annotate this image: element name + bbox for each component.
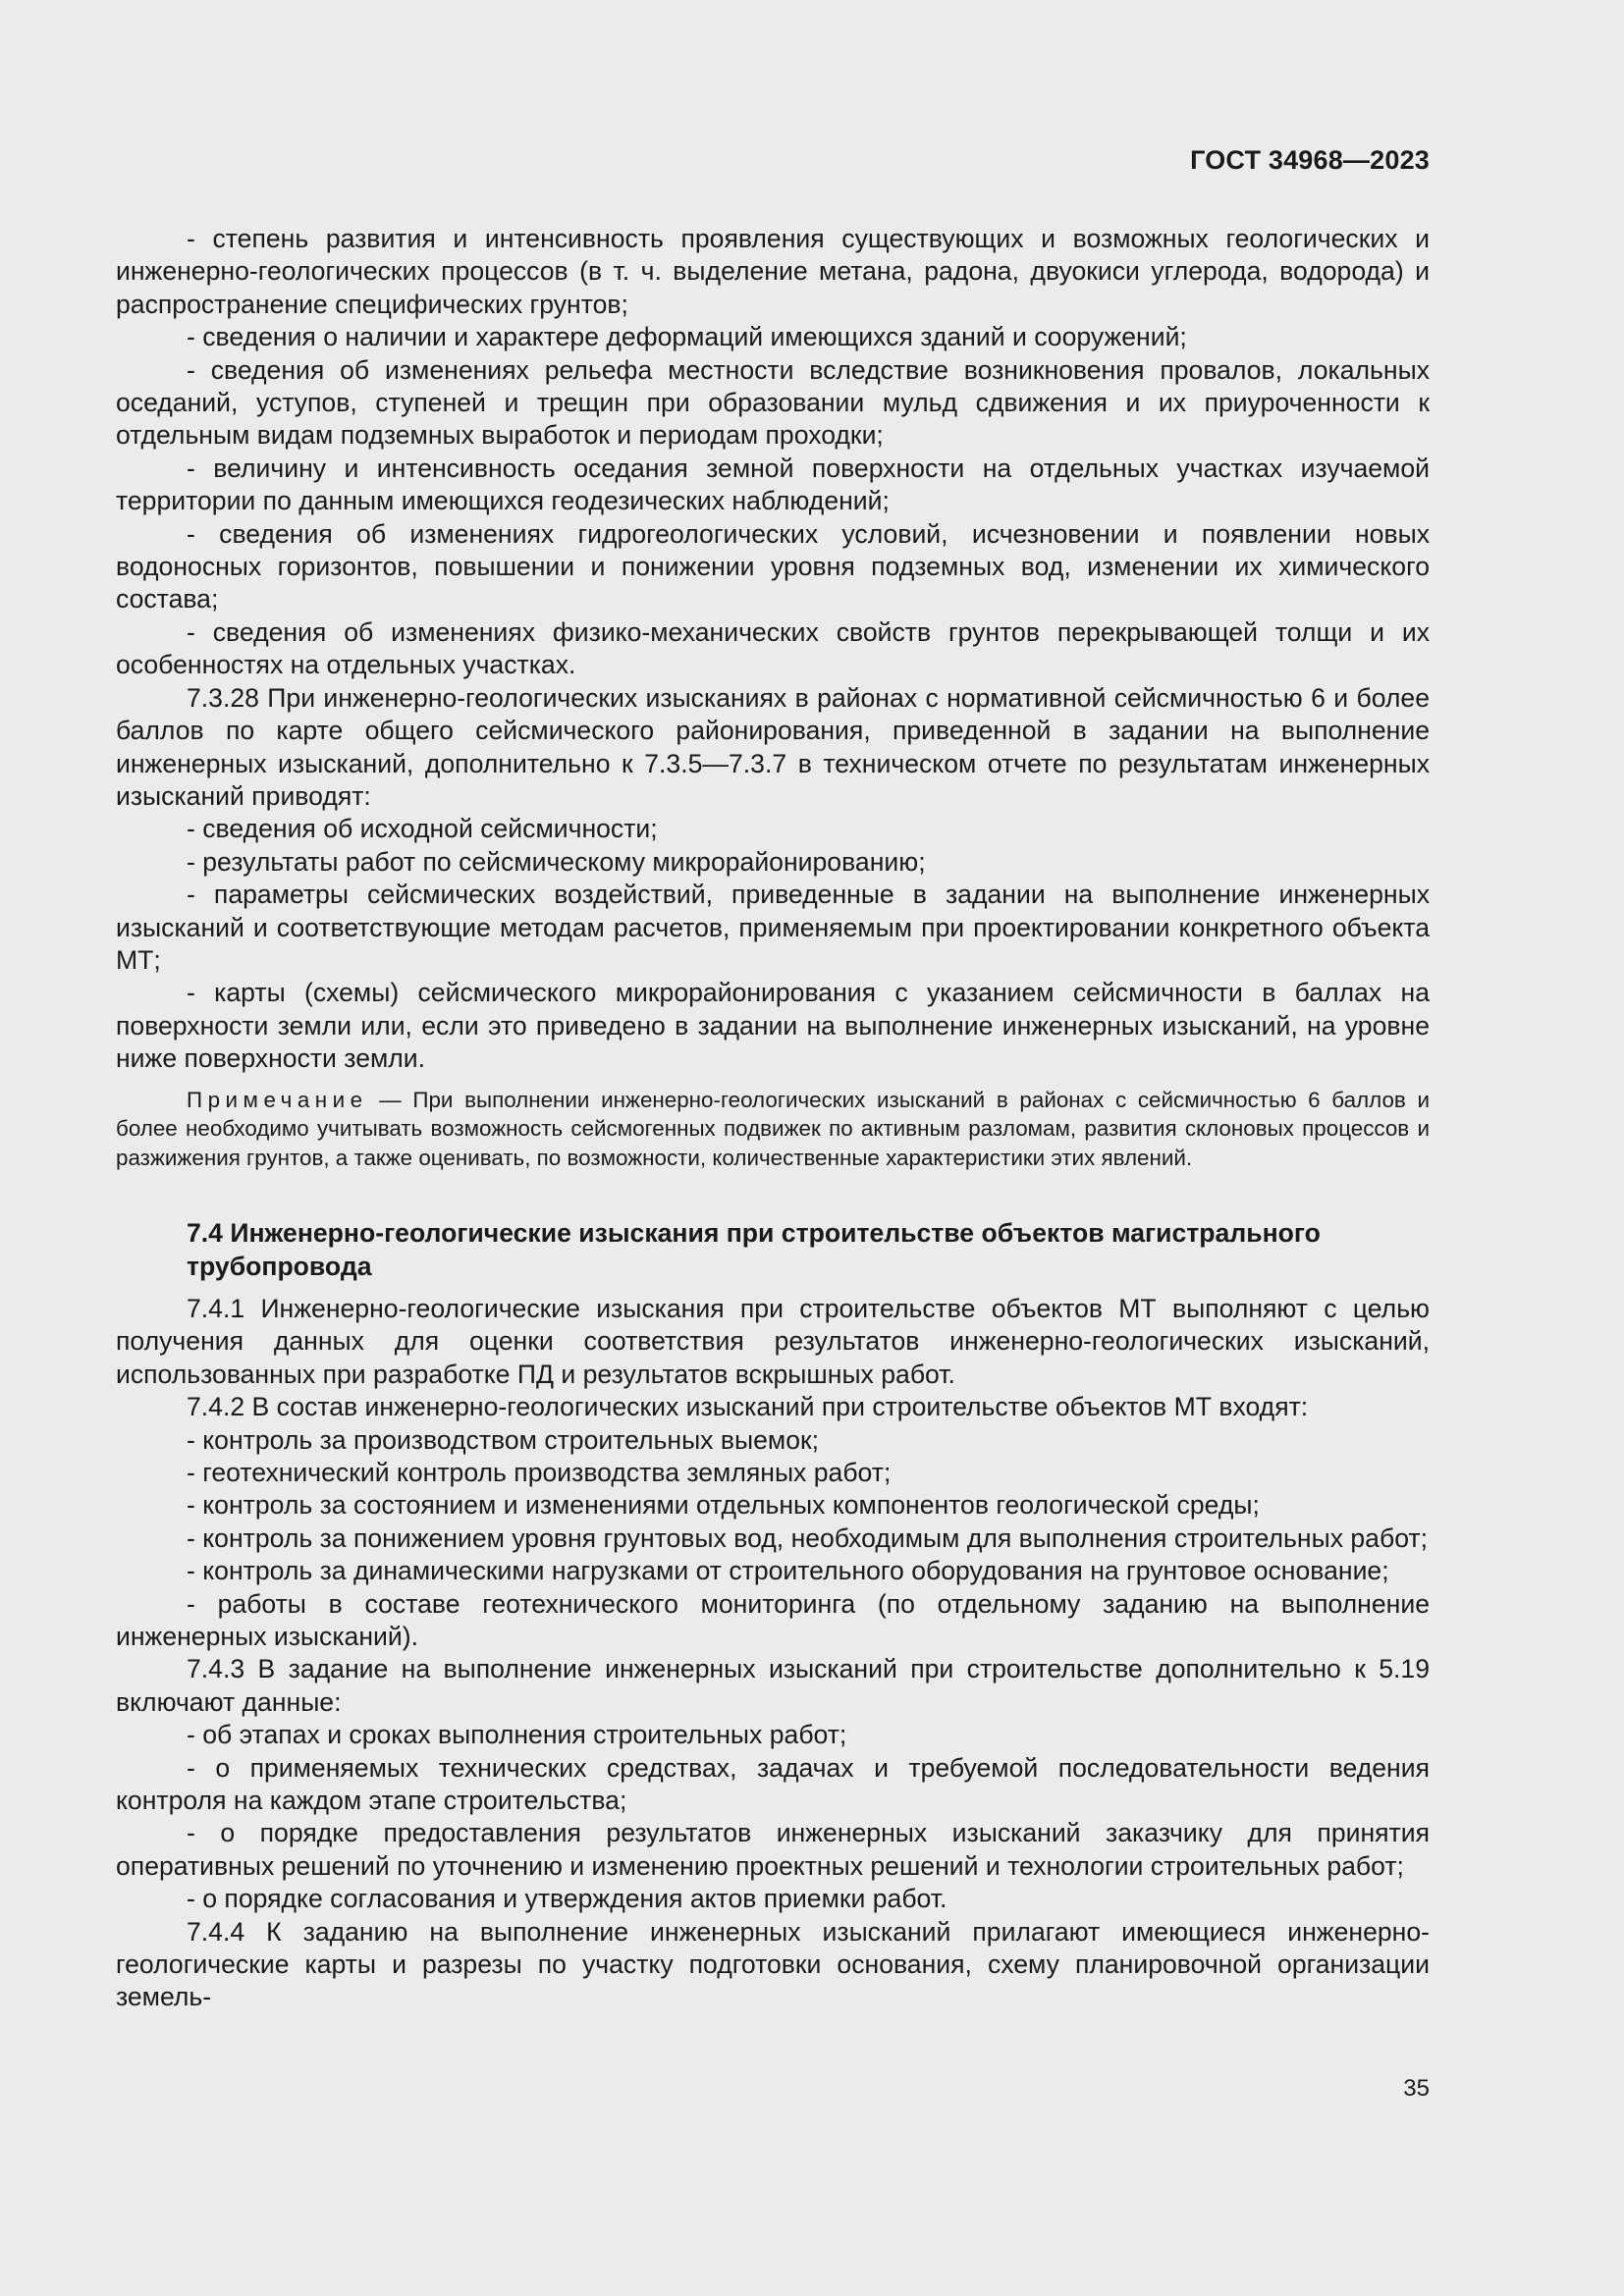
paragraph: - контроль за понижением уровня грунтовых вод, необходимым для выполнения строительных работ; xyxy=(187,1522,1428,1553)
paragraph: - сведения об изменениях рельефа местности вследствие возникновения провалов, локальных оседаний, уступов, ступеней и трещин при образовании мульд сдвижения и их приуроченности к отдельным видам подземных выработок и периодам проходки; xyxy=(116,354,1430,451)
page-number: 35 xyxy=(1403,2075,1430,2102)
paragraph: - сведения об изменениях физико-механических свойств грунтов перекрывающей толщи и их особенностях на отдельных участках. xyxy=(116,616,1430,680)
paragraph: - сведения об исходной сейсмичности; xyxy=(187,814,658,844)
paragraph: - о порядке согласования и утверждения актов приемки работ. xyxy=(187,1884,947,1914)
paragraph: - об этапах и сроках выполнения строительных работ; xyxy=(187,1720,847,1750)
paragraph: 7.3.28 При инженерно-геологических изысканиях в районах с нормативной сейсмичностью 6 и более баллов по карте общего сейсмического районирования, приведенной в задании на выполнение инженерных изысканий, дополнительно к 7.3.5—7.3.7 в техническом отчете по результатам инженерных изысканий приводят: xyxy=(116,682,1430,811)
paragraph: - контроль за состоянием и изменениями отдельных компонентов геологической среды; xyxy=(187,1490,1260,1521)
paragraph: - сведения об изменениях гидрогеологических условий, исчезновении и появлении новых водоносных горизонтов, повышении и понижении уровня подземных вод, изменении их химического состава; xyxy=(116,518,1430,614)
document-body xyxy=(116,223,1430,2014)
paragraph: 7.4.4 К заданию на выполнение инженерных изысканий прилагают имеющиеся инженерно-геологические карты и разрезы по участку подготовки основания, схему планировочной организации земель- xyxy=(116,1916,1430,2012)
paragraph: - о порядке предоставления результатов инженерных изысканий заказчику для принятия оперативных решений по уточнению и изменению проектных решений и технологии строительных работ; xyxy=(116,1818,1430,1881)
section-heading: 7.4 Инженерно-геологические изыскания при строительстве объектов магистрального трубопровода xyxy=(187,1217,1321,1281)
paragraph: - результаты работ по сейсмическому микрорайонированию; xyxy=(187,846,926,877)
paragraph: - степень развития и интенсивность проявления существующих и возможных геологических и инженерно-геологических процессов (в т. ч. выделение метана, радона, двуокиси углерода, водорода) и распространение специфических грунтов; xyxy=(116,224,1430,319)
paragraph: - контроль за динамическими нагрузками от строительного оборудования на грунтовое основание; xyxy=(187,1556,1389,1586)
note-label: Примечание xyxy=(187,1087,368,1112)
paragraph: - параметры сейсмических воздействий, приведенные в задании на выполнение инженерных изысканий и соответствующие методам расчетов, применяемым при проектировании конкретного объекта МТ; xyxy=(116,880,1430,975)
paragraphs-block-a xyxy=(116,223,1430,1076)
paragraph: 7.4.3 В задание на выполнение инженерных изысканий при строительстве дополнительно к 5.19 включают данные: xyxy=(116,1654,1430,1717)
paragraph: - геотехнический контроль производства земляных работ; xyxy=(187,1457,892,1487)
paragraphs-block-b xyxy=(116,1293,1430,2014)
paragraph: - величину и интенсивность оседания земной поверхности на отдельных участках изучаемой территории по данным имеющихся геодезических наблюдений; xyxy=(116,453,1430,516)
paragraph: - контроль за производством строительных выемок; xyxy=(187,1424,820,1455)
paragraph: - работы в составе геотехнического мониторинга (по отдельному заданию на выполнение инженерных изысканий). xyxy=(116,1588,1430,1652)
paragraph: - сведения о наличии и характере деформаций имеющихся зданий и сооружений; xyxy=(187,322,1187,352)
note-paragraph xyxy=(116,1086,1430,1173)
paragraph: - о применяемых технических средствах, задачах и требуемой последовательности ведения контроля на каждом этапе строительства; xyxy=(116,1752,1430,1816)
note-text: — При выполнении инженерно-геологических изысканий в районах с сейсмичностью 6 баллов и более необходимо учитывать возможность сейсмогенных подвижек по активным разломам, развития склоновых процессов и разжижения грунтов, а также оценивать, по возможности, количественные характеристики этих явлений. xyxy=(116,1087,1430,1171)
paragraph: - карты (схемы) сейсмического микрорайонирования с указанием сейсмичности в баллах на поверхности земли или, если это приведено в задании на выполнение инженерных изысканий, на уровне ниже поверхности земли. xyxy=(116,978,1430,1074)
paragraph: 7.4.1 Инженерно-геологические изыскания при строительстве объектов МТ выполняют с целью получения данных для оценки соответствия результатов инженерно-геологических изысканий, использованных при разработке ПД и результатов вскрышных работ. xyxy=(116,1293,1430,1389)
document-code-header: ГОСТ 34968—2023 xyxy=(1190,145,1430,175)
paragraph: 7.4.2 В состав инженерно-геологических изысканий при строительстве объектов МТ входят: xyxy=(187,1392,1309,1422)
